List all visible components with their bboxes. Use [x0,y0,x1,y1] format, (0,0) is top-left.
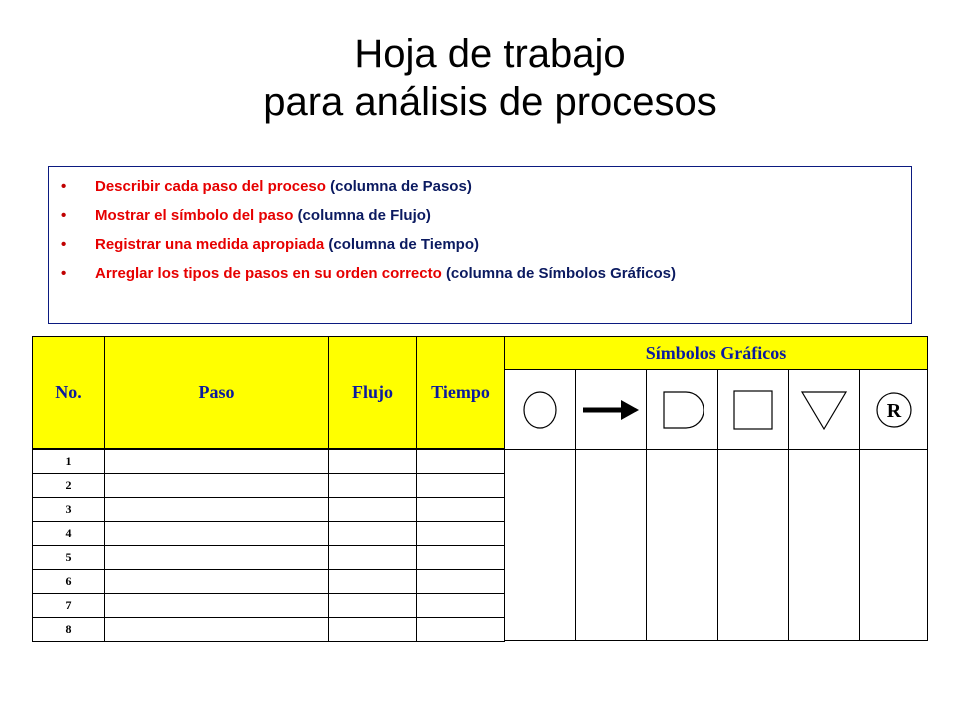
instruction-action: Describir cada paso del proceso [95,178,326,195]
r-symbol-text: R [886,399,901,422]
tiempo-cell[interactable] [416,473,505,498]
tiempo-cell[interactable] [416,617,505,642]
row-number: 7 [32,593,105,618]
symbol-column-body [788,449,860,641]
flujo-cell[interactable] [328,521,417,546]
instruction-item [61,235,901,255]
tiempo-cell[interactable] [416,593,505,618]
instructions-list [61,177,901,284]
title-line-2: para análisis de procesos [263,80,717,124]
symbol-column-body [575,449,647,641]
row-number: 8 [32,617,105,642]
instruction-column: (columna de Pasos) [330,178,472,195]
instruction-action: Mostrar el símbolo del paso [95,207,294,224]
row-number: 2 [32,473,105,498]
paso-cell[interactable] [104,617,329,642]
symbol-cell-operation [504,369,576,450]
paso-cell[interactable] [104,593,329,618]
row-number: 5 [32,545,105,570]
bullet-icon: • [61,236,67,253]
title-line-1: Hoja de trabajo [354,32,626,76]
symbol-cell-inspection [717,369,789,450]
paso-cell[interactable] [104,569,329,594]
header-flujo: Flujo [328,336,417,449]
triangle-down-icon [799,389,849,431]
instruction-column: (columna de Flujo) [297,207,431,224]
paso-cell[interactable] [104,497,329,522]
flujo-cell[interactable] [328,497,417,522]
instructions-box [48,166,912,324]
row-number: 1 [32,449,105,474]
arrow-right-icon [581,395,641,425]
instruction-column: (columna de Tiempo) [328,236,479,253]
symbol-cell-storage [788,369,860,450]
instruction-item [61,177,901,197]
delay-d-icon [660,390,704,430]
flujo-cell[interactable] [328,473,417,498]
tiempo-cell[interactable] [416,497,505,522]
square-icon [732,389,774,431]
row-number: 6 [32,569,105,594]
header-simbolos-graficos: Símbolos Gráficos [504,336,928,370]
flujo-cell[interactable] [328,593,417,618]
bullet-icon: • [61,207,67,224]
symbol-cell-rework [859,369,928,450]
row-number: 4 [32,521,105,546]
paso-cell[interactable] [104,473,329,498]
tiempo-cell[interactable] [416,569,505,594]
instruction-column: (columna de Símbolos Gráficos) [445,265,676,282]
flujo-cell[interactable] [328,617,417,642]
symbol-column-body [646,449,718,641]
instruction-action: Registrar una medida apropiada [95,236,325,253]
flujo-cell[interactable] [328,449,417,474]
paso-cell[interactable] [104,545,329,570]
instruction-item [61,206,901,226]
flujo-cell[interactable] [328,545,417,570]
symbol-column-body [859,449,928,641]
tiempo-cell[interactable] [416,521,505,546]
instruction-action: Arreglar los tipos de pasos en su orden correcto [95,265,442,282]
page-title [0,30,960,126]
tiempo-cell[interactable] [416,449,505,474]
symbol-column-body [717,449,789,641]
flujo-cell[interactable] [328,569,417,594]
r-circle-icon [874,390,914,430]
symbol-cell-delay [646,369,718,450]
header-paso: Paso [104,336,329,449]
symbol-cell-transport [575,369,647,450]
instruction-item [61,264,901,284]
header-no: No. [32,336,105,449]
row-number: 3 [32,497,105,522]
worksheet-table [32,336,928,641]
header-tiempo: Tiempo [416,336,505,449]
tiempo-cell[interactable] [416,545,505,570]
bullet-icon: • [61,178,67,195]
paso-cell[interactable] [104,521,329,546]
bullet-icon: • [61,265,67,282]
paso-cell[interactable] [104,449,329,474]
symbol-column-body [504,449,576,641]
circle-icon [522,390,558,430]
